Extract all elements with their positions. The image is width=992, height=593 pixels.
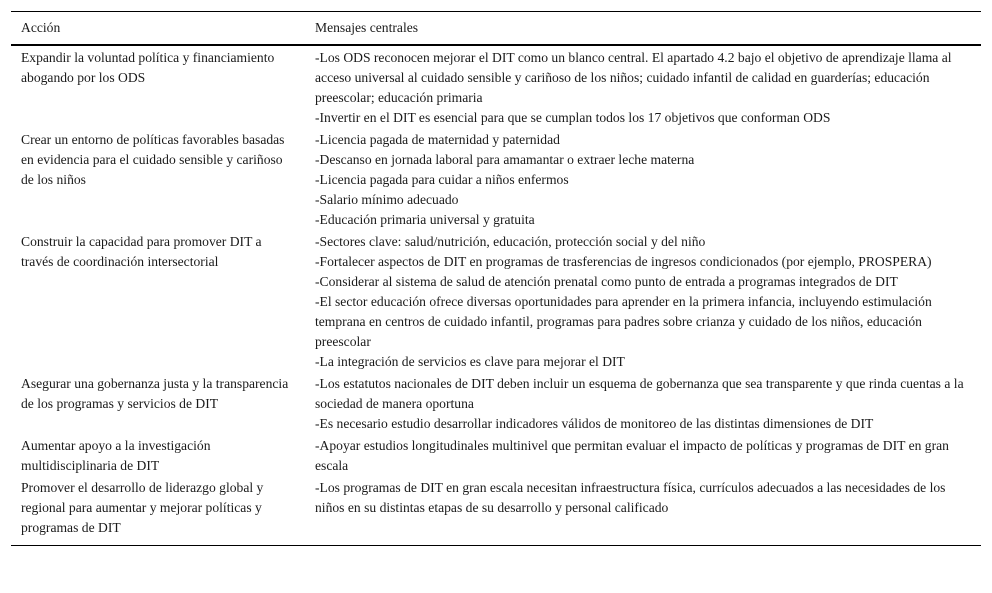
messages-cell [305,373,981,435]
message-line: -La integración de servicios es clave para mejorar el DIT [315,354,625,369]
message-line: -Los ODS reconocen mejorar el DIT como un blanco central. El apartado 4.2 bajo el objetivo de aprendizaje llama al acceso universal al cuidado sensible y cariñoso de los niños; cuidado infantil de calidad en guarderías; educación preescolar; educación primaria [315,50,952,105]
messages-cell [305,231,981,373]
message-line: -Sectores clave: salud/nutrición, educación, protección social y del niño [315,234,706,249]
table-row [11,477,981,546]
action-cell: Crear un entorno de políticas favorables basadas en evidencia para el cuidado sensible y cariñoso de los niños [21,132,285,187]
message-line: -Apoyar estudios longitudinales multinivel que permitan evaluar el impacto de políticas y programas de DIT en gran escala [315,438,949,473]
actions-table-container [11,11,981,546]
table-row [11,231,981,373]
message-line: -El sector educación ofrece diversas oportunidades para aprender en la primera infancia, incluyendo estimulación temprana en centros de cuidado infantil, programas para padres sobre crianza y cuidado de los niños, educación preescolar [315,294,932,349]
table-row [11,435,981,477]
message-line: -Invertir en el DIT es esencial para que se cumplan todos los 17 objetivos que conforman ODS [315,110,831,125]
action-cell: Asegurar una gobernanza justa y la transparencia de los programas y servicios de DIT [21,376,289,411]
message-line: -Considerar al sistema de salud de atención prenatal como punto de entrada a programas integrados de DIT [315,274,898,289]
action-cell: Aumentar apoyo a la investigación multidisciplinaria de DIT [21,438,211,473]
action-cell: Promover el desarrollo de liderazgo global y regional para aumentar y mejorar políticas y programas de DIT [21,480,264,535]
message-line: -Fortalecer aspectos de DIT en programas de trasferencias de ingresos condicionados (por ejemplo, PROSPERA) [315,254,932,269]
table-header-row [11,12,981,46]
table-row [11,129,981,231]
message-line: -Salario mínimo adecuado [315,192,459,207]
message-line: -Los programas de DIT en gran escala necesitan infraestructura física, currículos adecuados a las necesidades de los niños en su distintas etapas de su desarrollo y personal calificado [315,480,946,515]
table-row [11,45,981,129]
action-cell: Expandir la voluntad política y financiamiento abogando por los ODS [21,50,275,85]
message-line: -Descanso en jornada laboral para amamantar o extraer leche materna [315,152,695,167]
header-messages: Mensajes centrales [315,20,419,35]
message-line: -Educación primaria universal y gratuita [315,212,535,227]
message-line: -Los estatutos nacionales de DIT deben incluir un esquema de gobernanza que sea transparente y que rinda cuentas a la sociedad de manera oportuna [315,376,964,411]
message-line: -Licencia pagada para cuidar a niños enfermos [315,172,569,187]
messages-cell [305,477,981,546]
messages-cell [305,45,981,129]
message-line: -Es necesario estudio desarrollar indicadores válidos de monitoreo de las distintas dimensiones de DIT [315,416,874,431]
messages-cell [305,129,981,231]
action-cell: Construir la capacidad para promover DIT a través de coordinación intersectorial [21,234,262,269]
header-action: Acción [21,20,61,35]
table-row [11,373,981,435]
messages-cell [305,435,981,477]
actions-table [11,11,981,546]
message-line: -Licencia pagada de maternidad y paternidad [315,132,560,147]
